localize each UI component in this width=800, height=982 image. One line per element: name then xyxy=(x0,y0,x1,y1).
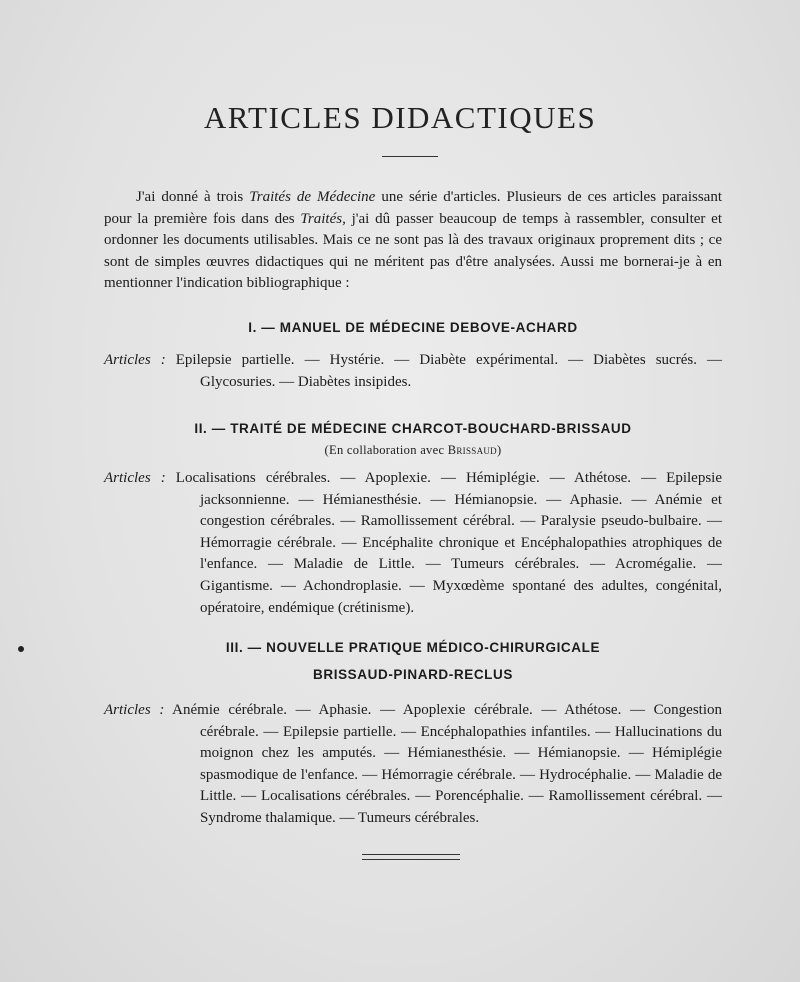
section-2-heading: II. — TRAITÉ DE MÉDECINE CHARCOT-BOUCHARD-BRISSAUD xyxy=(194,421,632,436)
intro-text-3: j'ai dû passer beaucoup de temps à rassembler, consulter et ordonner les documents utilisables. Mais ce ne sont pas là des travaux originaux proprement dits ; ce sont de simples œuvres didactiques qui ne méritent pas d'être analysées. Aussi me bornerai-je à en mentionner l'indication bibliographique : xyxy=(104,210,723,292)
section-3-heading-line-2: BRISSAUD-PINARD-RECLUS xyxy=(313,667,513,682)
page-title: ARTICLES DIDACTIQUES xyxy=(203,100,597,135)
intro-paragraph xyxy=(104,187,722,295)
collaborator-name: Brissaud xyxy=(447,443,497,457)
section-1-articles xyxy=(104,350,722,393)
intro-emphasis-1: Traités de Médecine xyxy=(249,189,376,205)
articles-label: Articles : xyxy=(104,352,166,368)
section-1-heading: I. — MANUEL DE MÉDECINE DEBOVE-ACHARD xyxy=(248,320,578,335)
section-3-articles xyxy=(104,700,722,830)
section-2-articles xyxy=(104,468,722,619)
title-divider xyxy=(382,156,438,157)
end-divider xyxy=(362,854,460,855)
articles-list: Anémie cérébrale. — Aphasie. — Apoplexie cérébrale. — Athétose. — Congestion cérébrale. — Epilepsie partielle. — Encéphalopathies infantiles. — Hallucinations du moignon chez les amputés. — Hémianesthésie. — Hémianopsie. — Hémiplégie spasmodique de l'enfance. — Hémorragie cérébrale. — Hydrocéphalie. — Maladie de Little. — Localisations cérébrales. — Porencéphalie. — Ramollissement cérébral. — Syndrome thalamique. — Tumeurs cérébrales. xyxy=(164,702,723,826)
intro-emphasis-2: Traités, xyxy=(300,210,346,227)
articles-list: Epilepsie partielle. — Hystérie. — Diabète expérimental. — Diabètes sucrés. — Glycosuries. — Diabètes insipides. xyxy=(165,352,723,390)
articles-label: Articles : xyxy=(104,702,165,718)
articles-list: Localisations cérébrales. — Apoplexie. — Hémiplégie. — Athétose. — Epilepsie jacksonnienne. — Hémianesthésie. — Hémianopsie. — Aphasie. — Anémie et congestion cérébrales. — Ramollissement cérébral. — Paralysie pseudo-bulbaire. — Hémorragie cérébrale. — Encéphalite chronique et Encéphalopathies atrophiques de l'enfance. — Maladie de Little. — Tumeurs cérébrales. — Acromégalie. — Gigantisme. — Achondroplasie. — Myxœdème spontané des adultes, congénital, opératoire, endémique (crétinisme). xyxy=(165,470,722,616)
end-divider-second xyxy=(362,859,460,860)
collaboration-suffix: ) xyxy=(496,443,502,457)
intro-text-2: une série d'articles. Plusieurs de ces articles paraissant pour la première fois dans des xyxy=(104,189,722,227)
collaboration-prefix: (En collaboration avec xyxy=(324,443,448,457)
section-3-heading: III. — NOUVELLE PRATIQUE MÉDICO-CHIRURGICALE xyxy=(225,640,601,655)
intro-text-1: J'ai donné à trois xyxy=(136,189,250,205)
section-2-collaboration xyxy=(104,443,722,458)
ink-speck xyxy=(18,646,24,652)
articles-label: Articles : xyxy=(104,470,166,486)
